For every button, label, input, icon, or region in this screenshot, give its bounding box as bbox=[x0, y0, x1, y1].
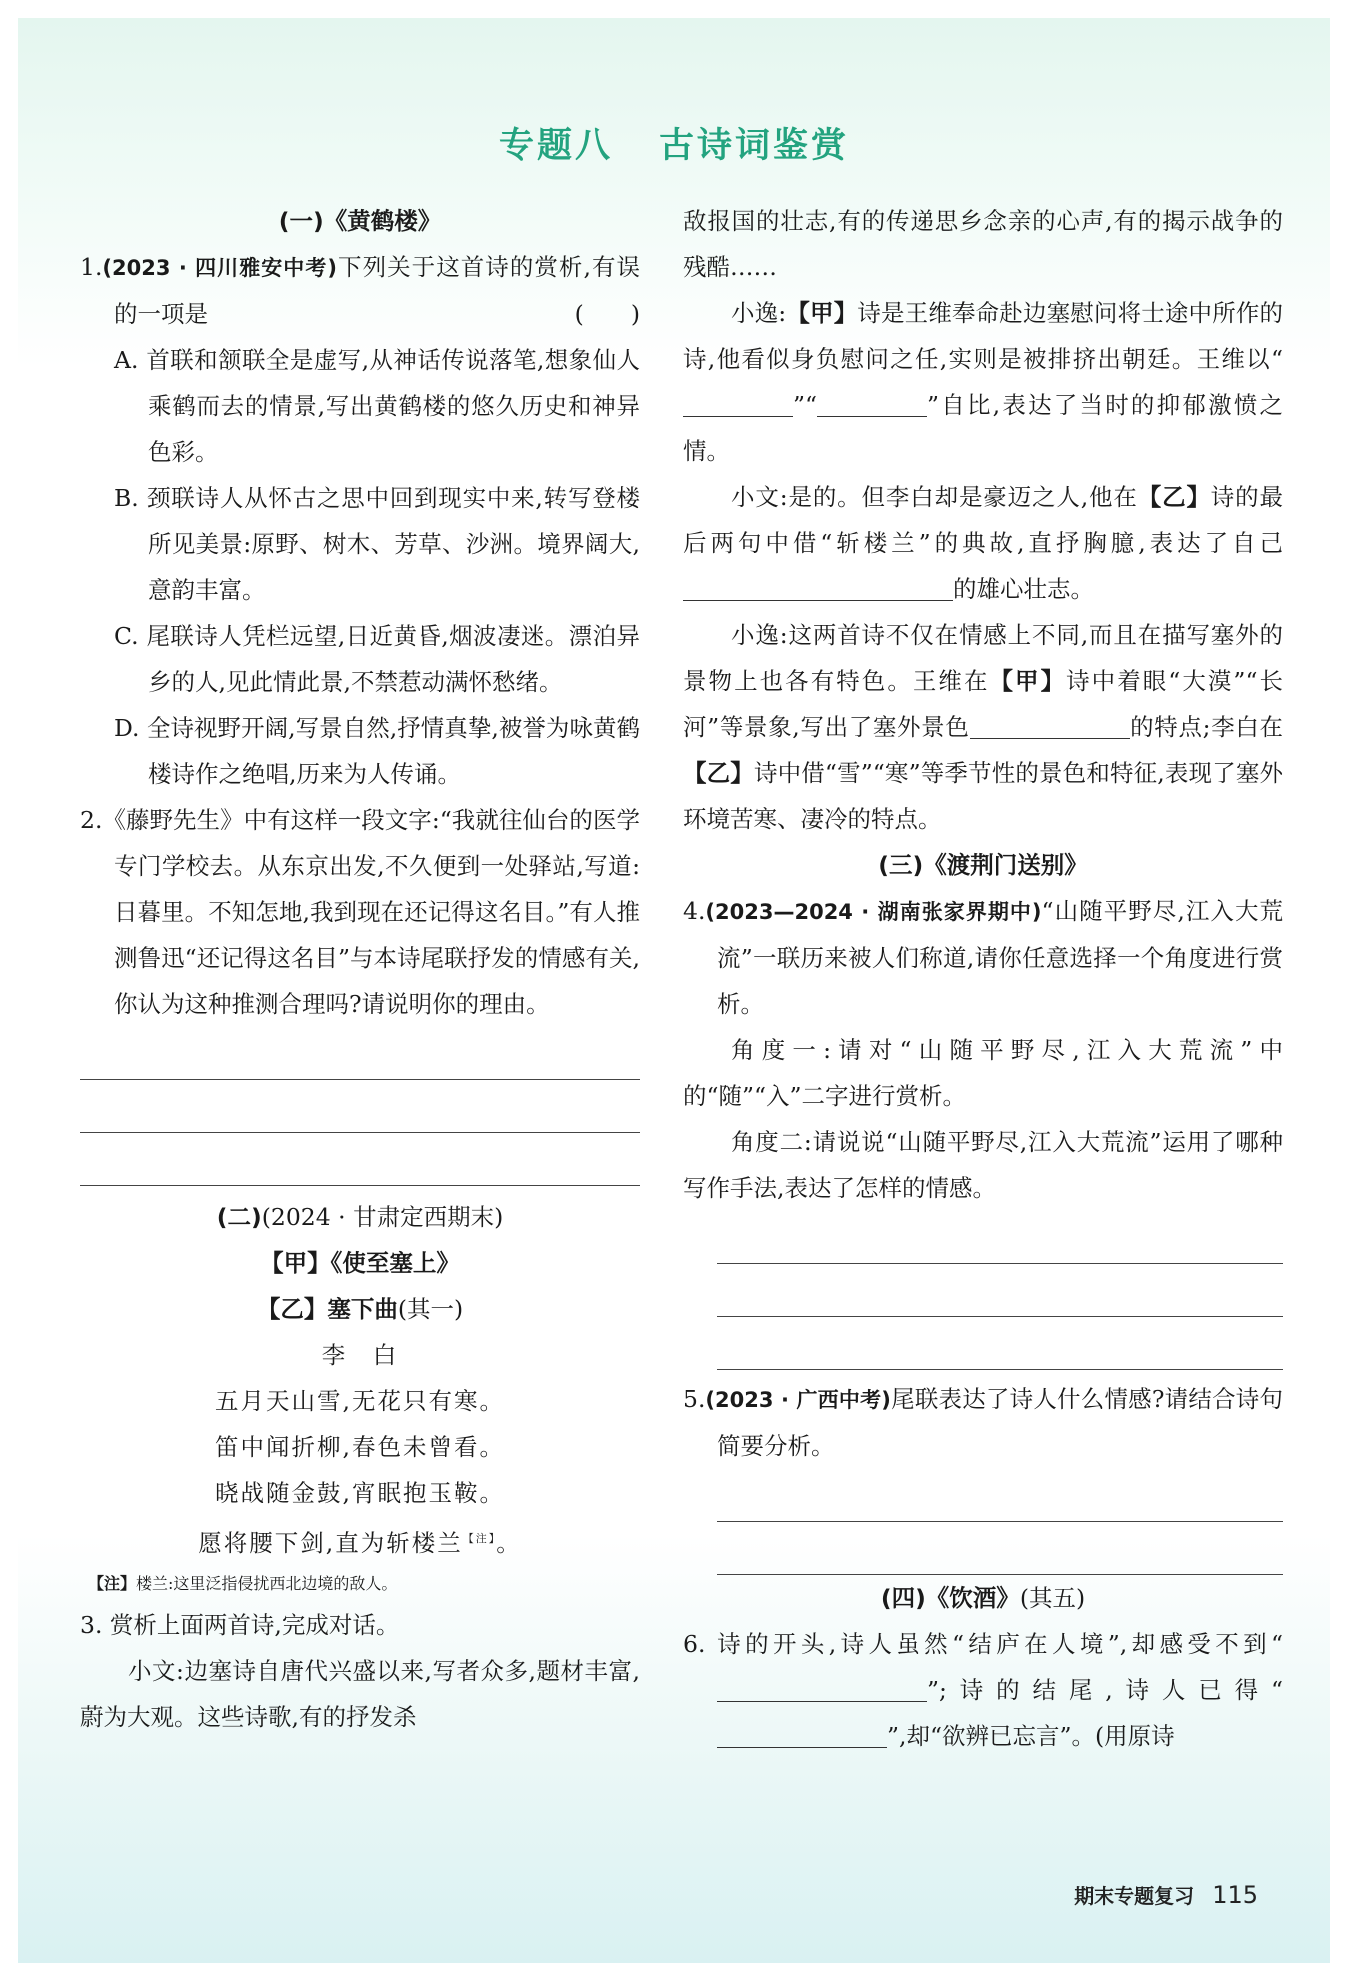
option-a[interactable]: A. 首联和颔联全是虚写,从神话传说落笔,想象仙人乘鹤而去的情景,写出黄鹤楼的悠久历史和神异色彩。 bbox=[114, 346, 640, 466]
footer-label: 期末专题复习 bbox=[1074, 1884, 1195, 1908]
dialogue-continuation: 敌报国的壮志,有的传递思乡念亲的心声,有的揭示战争的残酷…… bbox=[683, 207, 1283, 281]
angle-one: 角度一:请对“山随平野尽,江入大荒流”中的“随”“入”二字进行赏析。 bbox=[683, 1036, 1283, 1110]
page-title: 专题八 古诗词鉴赏 bbox=[498, 126, 850, 166]
poem-line: 愿将腰下剑,直为斩楼兰$^{【注】}$。 bbox=[198, 1528, 522, 1557]
question-6: 6. 诗的开头,诗人虽然“结庐在人境”,却感受不到“”;诗的结尾,诗人已得“”,却“欲辨已忘言”。(用原诗 bbox=[683, 1630, 1283, 1750]
right-column bbox=[683, 198, 1283, 1759]
dialogue-paragraph: 小文:边塞诗自唐代兴盛以来,写者众多,题材丰富,蔚为大观。这些诗歌,有的抒发杀 bbox=[80, 1656, 640, 1731]
fill-blank[interactable] bbox=[717, 1721, 887, 1748]
fill-blank[interactable] bbox=[683, 574, 953, 601]
poem-line: 晓战随金鼓,宵眠抱玉鞍。 bbox=[215, 1479, 505, 1507]
fill-blank[interactable] bbox=[683, 390, 793, 417]
poem-2-title: 【乙】塞下曲(其一) bbox=[256, 1295, 464, 1323]
poem-line: 笛中闻折柳,春色未曾看。 bbox=[215, 1433, 505, 1461]
section-1-heading: (一)《黄鹤楼》 bbox=[278, 207, 442, 235]
answer-line[interactable] bbox=[80, 1027, 640, 1080]
page bbox=[18, 18, 1330, 1963]
option-d[interactable]: D. 全诗视野开阔,写景自然,抒情真挚,被誉为咏黄鹤楼诗作之绝唱,历来为人传诵。 bbox=[114, 714, 640, 788]
page-footer bbox=[1074, 1880, 1258, 1909]
fill-blank[interactable] bbox=[817, 390, 927, 417]
page-number: 115 bbox=[1212, 1881, 1258, 1909]
angle-two: 角度二:请说说“山随平野尽,江入大荒流”运用了哪种写作手法,表达了怎样的情感。 bbox=[683, 1128, 1283, 1202]
dialogue-paragraph: 小逸:【甲】诗是王维奉命赴边塞慰问将士途中所作的诗,他看似身负慰问之任,实则是被排挤出朝廷。王维以“”“ ”自比,表达了当时的抑郁激愤之情。 bbox=[683, 299, 1284, 465]
question-1: 1.(2023 · 四川雅安中考)下列关于这首诗的赏析,有误的一项是 ( ) bbox=[80, 244, 640, 337]
option-c[interactable]: C. 尾联诗人凭栏远望,日近黄昏,烟波凄迷。漂泊异乡的人,见此情此景,不禁惹动满怀愁绪。 bbox=[114, 622, 640, 696]
option-b[interactable]: B. 颈联诗人从怀古之思中回到现实中来,转写登楼所见美景:原野、树木、芳草、沙洲。境界阔大,意韵丰富。 bbox=[114, 484, 640, 604]
answer-line[interactable] bbox=[717, 1469, 1283, 1522]
dialogue-paragraph: 小逸:这两首诗不仅在情感上不同,而且在描写塞外的景物上也各有特色。王维在【甲】诗中着眼“大漠”“长河”等景象,写出了塞外景色 的特点;李白在【乙】诗中借“雪”“寒”等季节性的景色和特征,表现了塞外环境苦寒、凄冷的特点。 bbox=[683, 621, 1284, 833]
poem-line: 五月天山雪,无花只有寒。 bbox=[215, 1387, 505, 1415]
answer-line[interactable] bbox=[717, 1522, 1283, 1575]
question-2: 2.《藤野先生》中有这样一段文字:“我就往仙台的医学专门学校去。从东京出发,不久便到一处驿站,写道:日暮里。不知怎地,我到现在还记得这名目。”有人推测鲁迅“还记得这名目”与本诗尾联抒发的情感有关,你认为这种推测合理吗?请说明你的理由。 bbox=[80, 806, 640, 1018]
question-5: 5.(2023 · 广西中考)尾联表达了诗人什么情感?请结合诗句简要分析。 bbox=[683, 1385, 1283, 1460]
section-3-heading: (三)《渡荆门送别》 bbox=[878, 851, 1088, 879]
answer-bracket[interactable]: ( ) bbox=[574, 300, 640, 328]
answer-line[interactable] bbox=[717, 1317, 1283, 1370]
dialogue-paragraph: 小文:是的。但李白却是豪迈之人,他在【乙】诗的最后两句中借“斩楼兰”的典故,直抒胸臆,表达了自己的雄心壮志。 bbox=[683, 483, 1284, 603]
section-4-heading: (四)《饮酒》(其五) bbox=[880, 1584, 1086, 1612]
question-3: 3. 赏析上面两首诗,完成对话。 bbox=[80, 1610, 400, 1639]
left-column bbox=[80, 198, 640, 1740]
section-2-heading: (二)(2024 · 甘肃定西期末) bbox=[216, 1203, 504, 1231]
poem-1-title: 【甲】《使至塞上》 bbox=[260, 1249, 460, 1277]
fill-blank[interactable] bbox=[970, 712, 1130, 739]
fill-blank[interactable] bbox=[717, 1675, 927, 1702]
poem-author: 李 白 bbox=[321, 1341, 399, 1369]
footnote: 【注】楼兰:这里泛指侵扰西北边境的敌人。 bbox=[88, 1573, 398, 1593]
answer-line[interactable] bbox=[717, 1211, 1283, 1264]
answer-line[interactable] bbox=[80, 1133, 640, 1186]
answer-line[interactable] bbox=[717, 1264, 1283, 1317]
answer-line[interactable] bbox=[80, 1080, 640, 1133]
question-4: 4.(2023—2024 · 湖南张家界期中)“山随平野尽,江入大荒流”一联历来被人们称道,请你任意选择一个角度进行赏析。 bbox=[683, 897, 1283, 1018]
